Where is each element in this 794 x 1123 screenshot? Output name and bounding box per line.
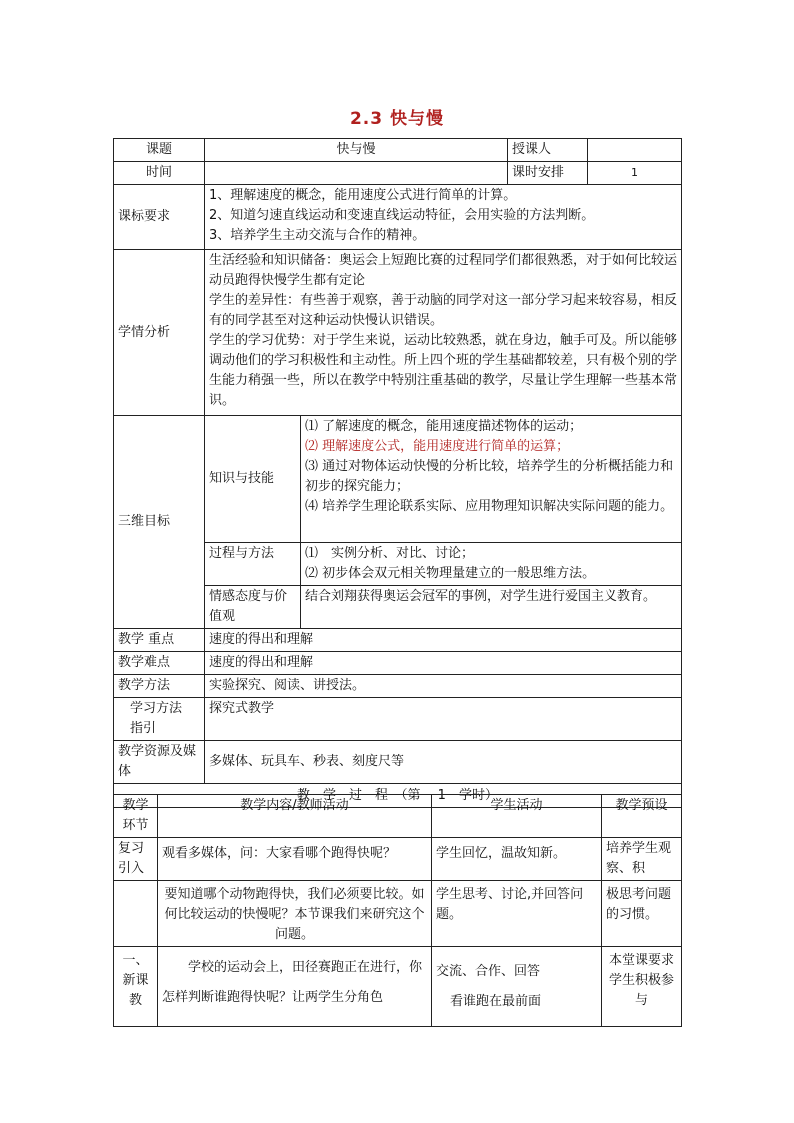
row-teacher: 要知道哪个动物跑得快，我们必须要比较。如何比较运动的快慢呢？本节课我们来研究这个问题。 (158, 881, 432, 947)
difficulty-value: 速度的得出和理解 (205, 652, 682, 675)
row-preset: 培养学生观察、积 (602, 838, 682, 881)
row-student: 学生思考、讨论,并回答问题。 (432, 881, 602, 947)
knowledge-line: ⑶ 通过对物体运动快慢的分析比较，培养学生的分析概括能力和初步的探究能力； (305, 459, 674, 494)
time-value (205, 162, 508, 185)
schedule-value: 1 (588, 162, 682, 185)
resources-label: 教学资源及媒体 (114, 741, 205, 784)
row-preset: 极思考问题的习惯。 (602, 881, 682, 947)
process-line: ⑵ 初步体会双元相关物理量建立的一般思维方法。 (305, 566, 596, 581)
process-line: ⑴ 实例分析、对比、讨论； (305, 546, 475, 561)
study-guide-value: 探究式教学 (205, 698, 682, 741)
topic-label: 课题 (114, 139, 205, 162)
key-point-value: 速度的得出和理解 (205, 629, 682, 652)
time-label: 时间 (114, 162, 205, 185)
study-guide-label: 学习方法指引 (114, 698, 205, 741)
knowledge-line: ⑵ 理解速度公式，能用速度进行简单的运算； (305, 439, 570, 454)
method-label: 教学方法 (114, 675, 205, 698)
curriculum-line: 3、培养学生主动交流与合作的精神。 (209, 228, 426, 243)
teacher-label: 授课人 (508, 139, 588, 162)
row-preset: 本堂课要求学生积极参与 (602, 947, 682, 1027)
process-content (301, 543, 682, 586)
emotion-content: 结合刘翔获得奥运会冠军的事例，对学生进行爱国主义教育。 (301, 586, 682, 629)
knowledge-line: ⑷ 培养学生理论联系实际、应用物理知识解决实际问题的能力。 (305, 499, 674, 514)
row-student-line: 交流、合作、回答 (436, 964, 541, 979)
knowledge-content (301, 416, 682, 543)
goals-label: 三维目标 (114, 416, 205, 629)
knowledge-line: ⑴ 了解速度的概念，能用速度描述物体的运动； (305, 419, 583, 434)
schedule-label: 课时安排 (508, 162, 588, 185)
lesson-info-table (113, 138, 682, 808)
curriculum-line: 2、知道匀速直线运动和变速直线运动特征，会用实验的方法判断。 (209, 208, 595, 223)
method-value: 实验探究、阅读、讲授法。 (205, 675, 682, 698)
teaching-process-table (113, 794, 682, 1027)
table-row (114, 947, 682, 1027)
emotion-label: 情感态度与价值观 (205, 586, 301, 629)
teacher-value (588, 139, 682, 162)
resources-value: 多媒体、玩具车、秒表、刻度尺等 (205, 741, 682, 784)
analysis-paragraph: 生活经验和知识储备：奥运会上短跑比赛的过程同学们都很熟悉，对于如何比较运动员跑得快慢学生都有定论 (209, 253, 678, 288)
header-stage: 教学环节 (114, 795, 158, 838)
analysis-paragraph: 学生的学习优势：对于学生来说，运动比较熟悉，就在身边，触手可及。所以能够调动他们的学习积极性和主动性。所上四个班的学生基础都较差，只有极个别的学生能力稍强一些，所以在教学中特别注重基础的教学，尽量让学生理解一些基本常识。 (209, 333, 678, 408)
difficulty-label: 教学难点 (114, 652, 205, 675)
topic-value: 快与慢 (205, 139, 508, 162)
analysis-paragraph: 学生的差异性：有些善于观察，善于动脑的同学对这一部分学习起来较容易，相反有的同学甚至对这种运动快慢认识错误。 (209, 293, 678, 328)
table-row (114, 838, 682, 881)
row-teacher: 观看多媒体，问：大家看哪个跑得快呢？ (158, 838, 432, 881)
key-point-label: 教学 重点 (114, 629, 205, 652)
row-stage (114, 881, 158, 947)
curriculum-content (205, 185, 682, 250)
process-section-header: 教 学 过 程 （第 1 学时） (114, 784, 682, 808)
analysis-content (205, 250, 682, 416)
row-teacher: 学校的运动会上，田径赛跑正在进行，你怎样判断谁跑得快呢？让两学生分角色 (158, 947, 432, 1027)
knowledge-label: 知识与技能 (205, 416, 301, 543)
row-stage: 一、新课教 (114, 947, 158, 1027)
table-row (114, 881, 682, 947)
process-label: 过程与方法 (205, 543, 301, 586)
curriculum-line: 1、理解速度的概念，能用速度公式进行简单的计算。 (209, 188, 517, 203)
row-student: 学生回忆，温故知新。 (432, 838, 602, 881)
header-preset: 教学预设 (602, 795, 682, 838)
row-student (432, 947, 602, 1027)
header-teacher: 教学内容/教师活动 (158, 795, 432, 838)
analysis-label: 学情分析 (114, 250, 205, 416)
page-title: 2.3 快与慢 (349, 109, 445, 129)
curriculum-label: 课标要求 (114, 185, 205, 250)
header-student: 学生活动 (432, 795, 602, 838)
row-student-line: 看谁跑在最前面 (450, 994, 542, 1009)
row-stage: 复习引入 (114, 838, 158, 881)
